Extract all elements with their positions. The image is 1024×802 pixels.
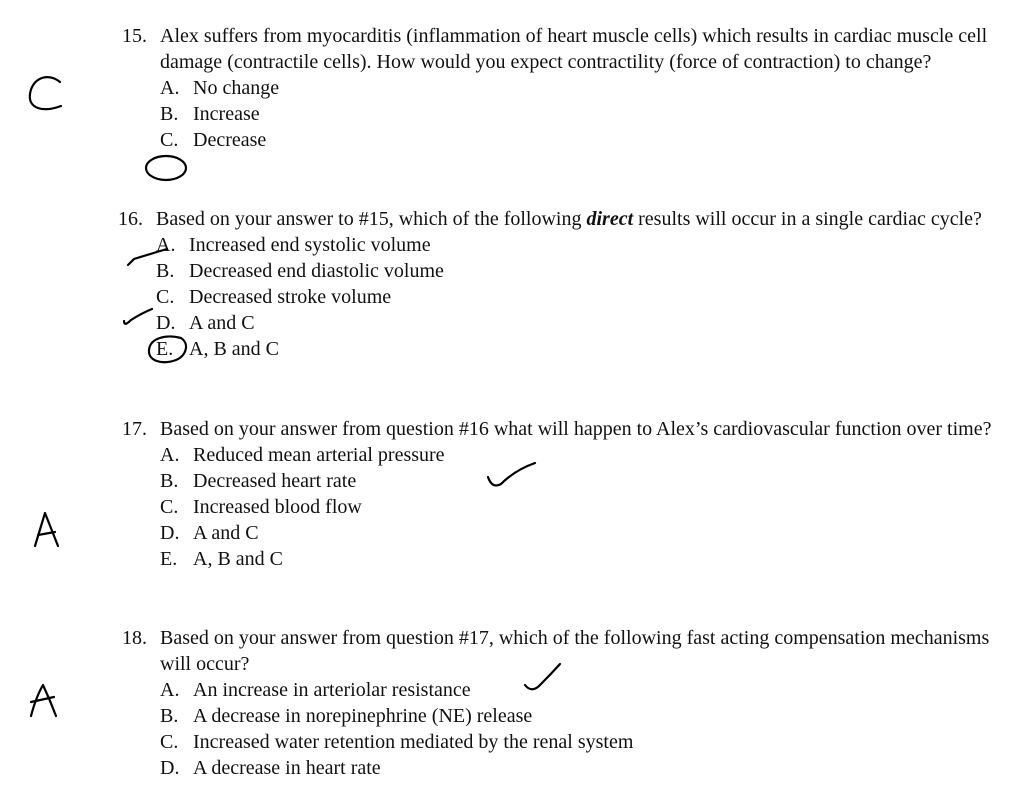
option-a[interactable]: [156, 232, 998, 258]
option-list: [122, 677, 1002, 781]
option-letter: A.: [160, 679, 180, 701]
option-letter: C.: [156, 286, 175, 308]
option-d[interactable]: [160, 755, 1002, 781]
option-text: Decreased stroke volume: [189, 286, 392, 308]
option-list: [118, 232, 998, 362]
option-a[interactable]: [160, 442, 1002, 468]
option-letter: B.: [160, 705, 179, 727]
question-text: Based on your answer from question #16 what will happen to Alex’s cardiovascular function over time?: [160, 418, 992, 440]
option-c[interactable]: [160, 127, 1002, 153]
option-letter: B.: [160, 470, 179, 492]
option-c[interactable]: [156, 284, 998, 310]
option-c[interactable]: [160, 729, 1002, 755]
question-stem: [122, 625, 1002, 677]
question-number: 15.: [122, 25, 147, 47]
question-17: [122, 416, 1002, 572]
question-18: [122, 625, 1002, 781]
option-letter: C.: [160, 129, 179, 151]
option-b[interactable]: [156, 258, 998, 284]
option-text: A decrease in norepinephrine (NE) release: [193, 705, 533, 727]
question-stem: [122, 416, 1002, 442]
option-e[interactable]: [156, 336, 998, 362]
option-text: No change: [193, 77, 280, 99]
option-text: Decreased end diastolic volume: [189, 260, 444, 282]
circle-mark: [146, 156, 186, 180]
option-text: A and C: [193, 522, 259, 544]
handwritten-answer-c: [30, 77, 61, 109]
question-number: 18.: [122, 627, 147, 649]
option-letter: E.: [160, 548, 178, 570]
option-d[interactable]: [156, 310, 998, 336]
option-text: An increase in arteriolar resistance: [193, 679, 471, 701]
option-letter: B.: [156, 260, 175, 282]
option-e[interactable]: [160, 546, 1002, 572]
question-number: 16.: [118, 208, 143, 230]
option-c[interactable]: [160, 494, 1002, 520]
option-letter: A.: [160, 444, 180, 466]
option-text: A, B and C: [193, 548, 283, 570]
option-letter: A.: [156, 234, 176, 256]
option-b[interactable]: [160, 468, 1002, 494]
option-text: A, B and C: [189, 338, 279, 360]
option-letter: E.: [156, 338, 174, 360]
option-b[interactable]: [160, 703, 1002, 729]
option-text: Increase: [193, 103, 260, 125]
handwritten-answer-a: [31, 685, 56, 716]
option-letter: B.: [160, 103, 179, 125]
option-d[interactable]: [160, 520, 1002, 546]
option-text: Increased blood flow: [193, 496, 362, 518]
question-stem: [122, 23, 1002, 75]
option-b[interactable]: [160, 101, 1002, 127]
question-15: [122, 23, 1002, 153]
option-letter: C.: [160, 731, 179, 753]
option-text: A decrease in heart rate: [193, 757, 381, 779]
option-letter: A.: [160, 77, 180, 99]
question-text: Based on your answer from question #17, which of the following fast acting compensation mechanisms will occur?: [160, 627, 990, 675]
option-text: Increased end systolic volume: [189, 234, 431, 256]
option-letter: D.: [156, 312, 176, 334]
option-text: Increased water retention mediated by the renal system: [193, 731, 634, 753]
option-list: [122, 75, 1002, 153]
question-text: Alex suffers from myocarditis (inflammation of heart muscle cells) which results in cardiac muscle cell damage (contractile cells). How would you expect contractility (force of contraction) to change?: [160, 25, 988, 73]
option-a[interactable]: [160, 677, 1002, 703]
handwritten-answer-a: [35, 513, 58, 546]
option-list: [122, 442, 1002, 572]
option-a[interactable]: [160, 75, 1002, 101]
option-letter: D.: [160, 522, 180, 544]
option-letter: C.: [160, 496, 179, 518]
question-stem: [118, 206, 998, 232]
question-number: 17.: [122, 418, 147, 440]
option-text: A and C: [189, 312, 255, 334]
question-text: Based on your answer to #15, which of the following direct results will occur in a single cardiac cycle?: [156, 208, 982, 230]
option-letter: D.: [160, 757, 180, 779]
option-text: Reduced mean arterial pressure: [193, 444, 445, 466]
option-text: Decrease: [193, 129, 267, 151]
option-text: Decreased heart rate: [193, 470, 357, 492]
question-16: [118, 206, 998, 362]
emphasis-direct: direct: [586, 208, 634, 230]
